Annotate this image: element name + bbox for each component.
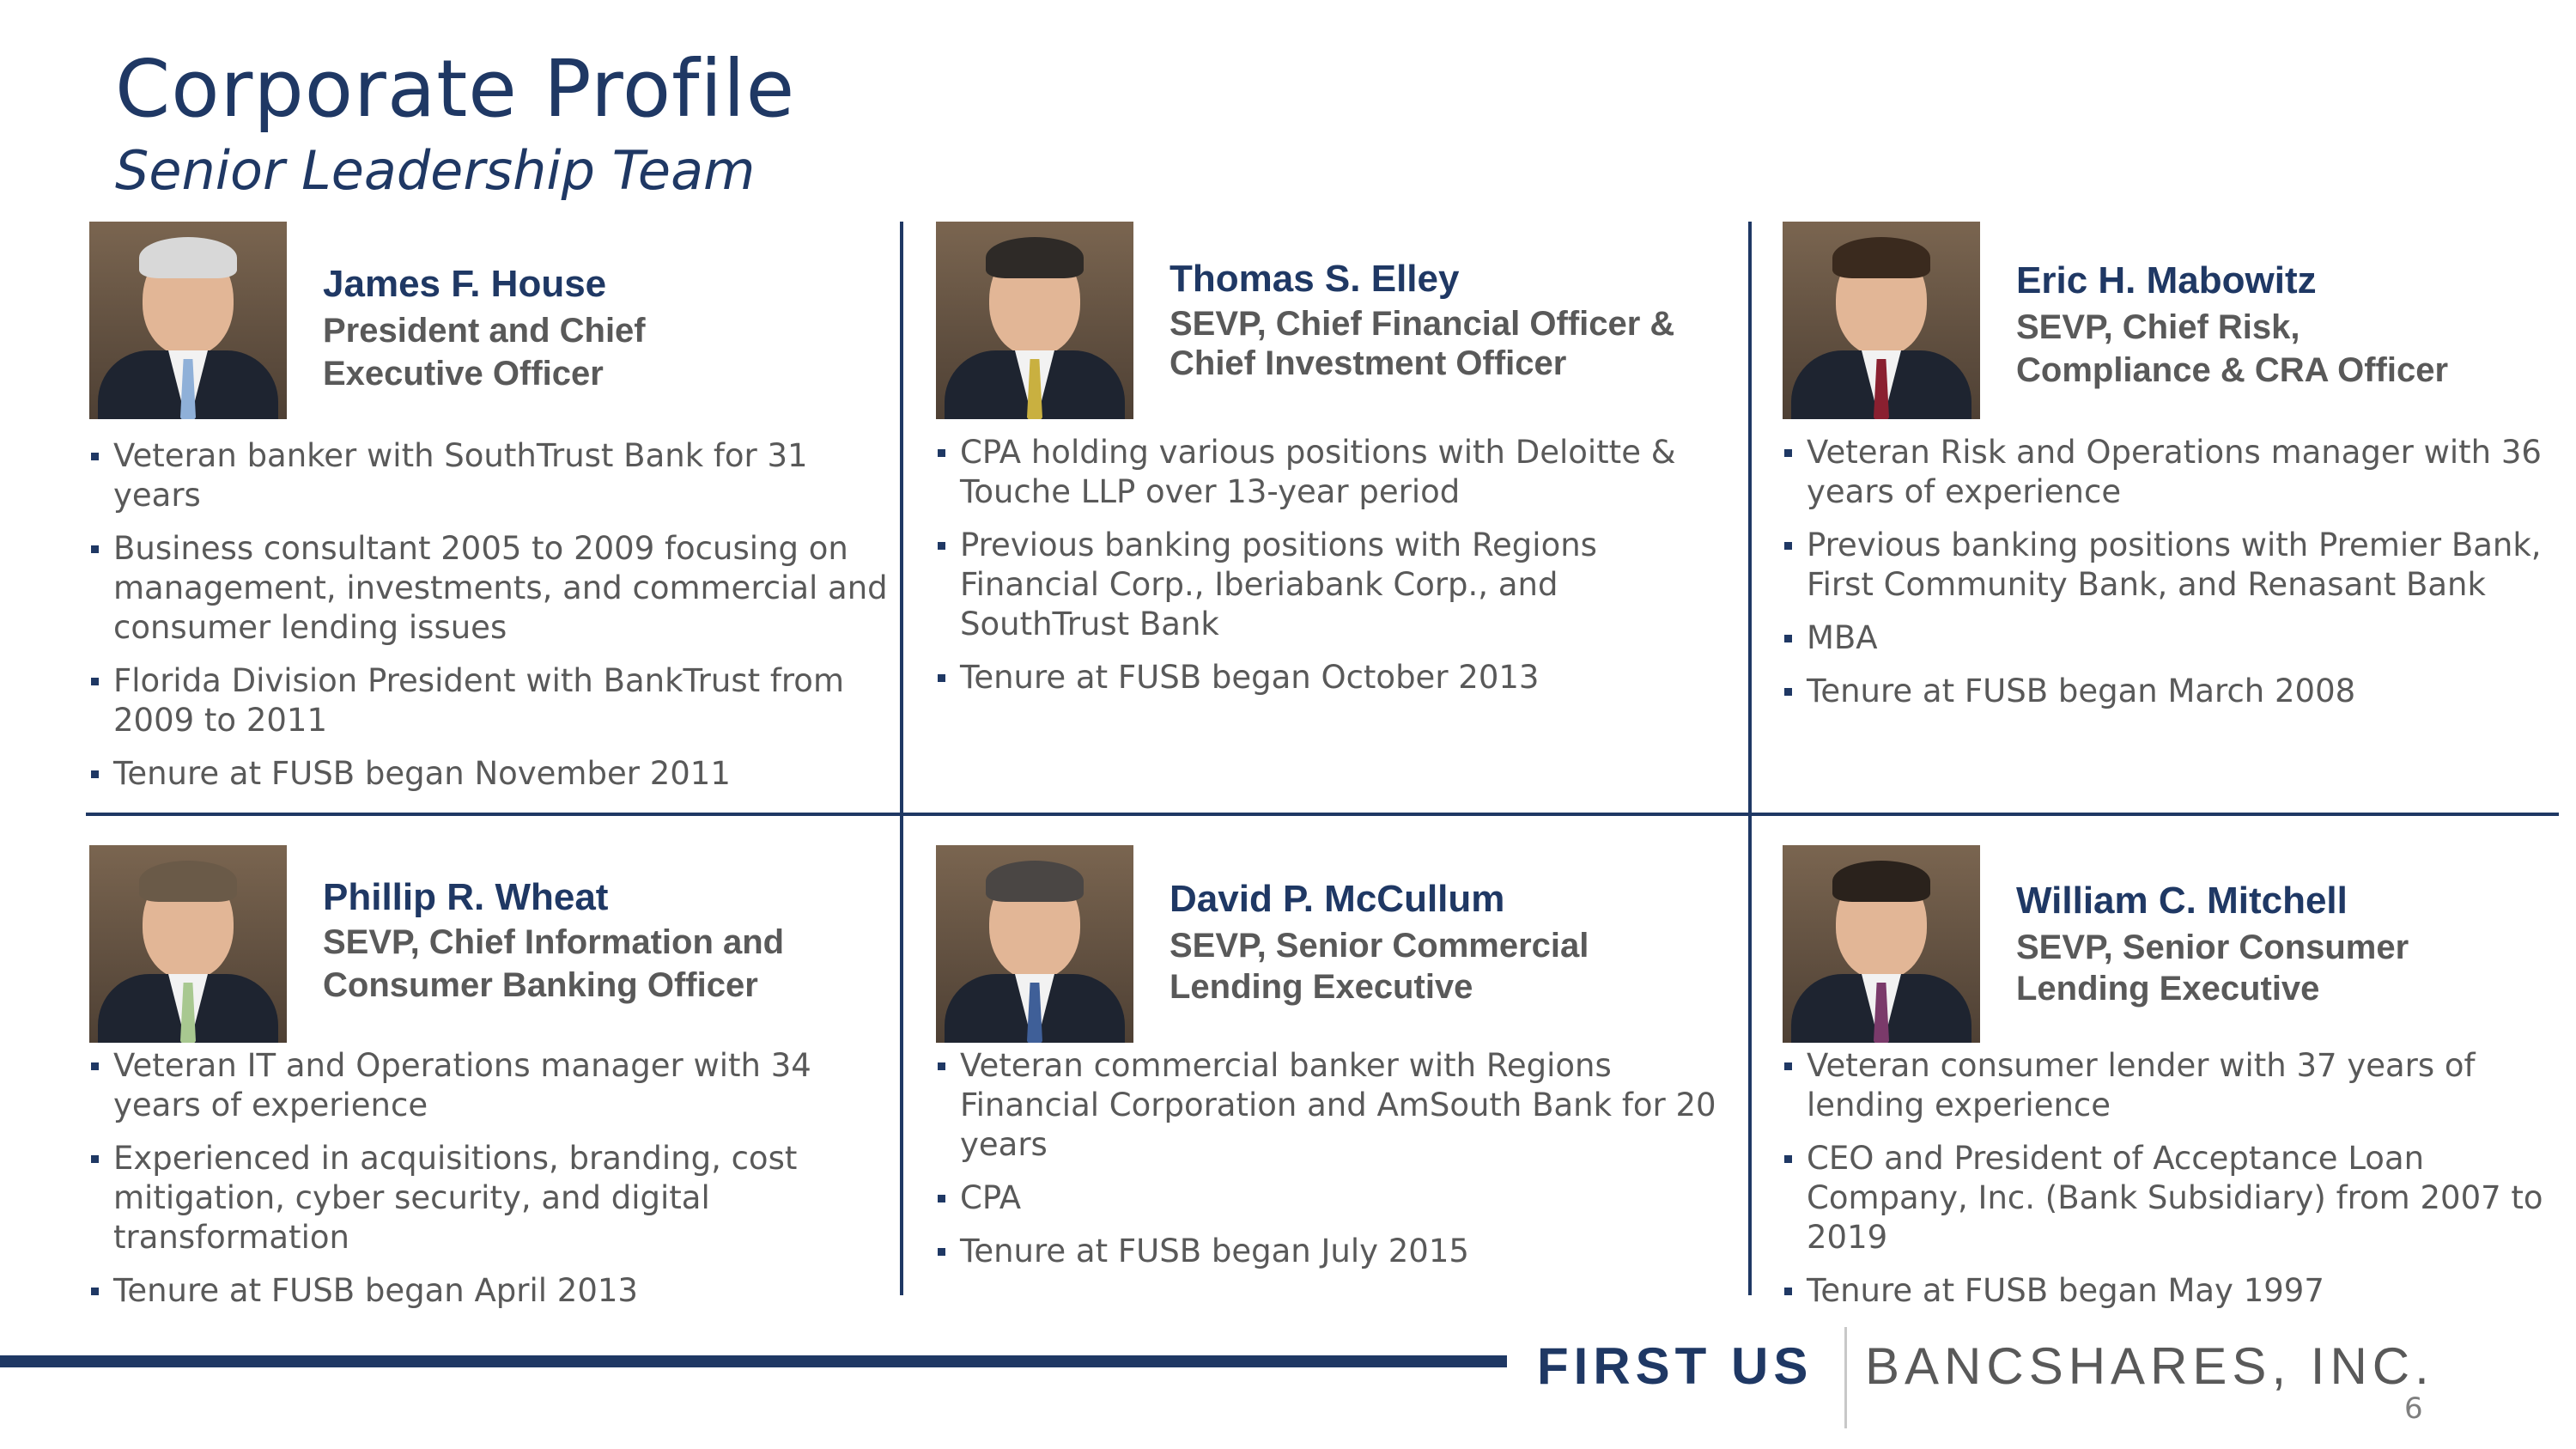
bullet-item: Veteran consumer lender with 37 years of lending experience: [1783, 1046, 2576, 1125]
portrait-photo: [89, 222, 287, 419]
leader-name: Eric H. Mabowitz: [2016, 259, 2317, 301]
column-divider: [1748, 222, 1752, 1295]
leader-role: SEVP, Senior Consumer: [2016, 928, 2409, 966]
bullet-item: Tenure at FUSB began May 1997: [1783, 1271, 2576, 1311]
bullet-item: Experienced in acquisitions, branding, cost mitigation, cyber security, and digital transformation: [89, 1139, 888, 1257]
logo-divider: [1844, 1327, 1847, 1428]
page-title: Corporate Profile: [115, 43, 796, 135]
bullet-list: [936, 433, 1735, 711]
bullet-item: CPA: [936, 1178, 1735, 1218]
bullet-item: Veteran Risk and Operations manager with 36 years of experience: [1783, 433, 2576, 512]
bullet-item: CEO and President of Acceptance Loan Company, Inc. (Bank Subsidiary) from 2007 to 2019: [1783, 1139, 2576, 1257]
leader-role: Lending Executive: [2016, 970, 2320, 1008]
bullet-item: Tenure at FUSB began July 2015: [936, 1232, 1735, 1271]
leader-role: Lending Executive: [1170, 968, 1473, 1006]
bullet-item: Previous banking positions with Regions Financial Corp., Iberiabank Corp., and SouthTrust Bank: [936, 526, 1735, 644]
bullet-list: [1783, 1046, 2576, 1324]
leader-role: SEVP, Chief Information and: [323, 923, 785, 961]
bullet-list: [1783, 433, 2576, 725]
bullet-list: [936, 1046, 1735, 1285]
bullet-item: Veteran commercial banker with Regions Financial Corporation and AmSouth Bank for 20 years: [936, 1046, 1735, 1165]
leader-name: Thomas S. Elley: [1170, 258, 1460, 300]
bullet-item: Tenure at FUSB began April 2013: [89, 1271, 888, 1311]
bullet-item: Tenure at FUSB began November 2011: [89, 754, 888, 794]
bullet-item: Tenure at FUSB began March 2008: [1783, 672, 2576, 711]
leader-role: Consumer Banking Officer: [323, 966, 758, 1004]
portrait-photo: [936, 845, 1133, 1043]
leader-role: Executive Officer: [323, 355, 604, 393]
page-number: 6: [2404, 1391, 2423, 1426]
leader-role: SEVP, Chief Risk,: [2016, 308, 2300, 346]
bullet-item: Business consultant 2005 to 2009 focusing on management, investments, and commercial and consumer lending issues: [89, 529, 888, 648]
portrait-photo: [89, 845, 287, 1043]
bullet-item: Tenure at FUSB began October 2013: [936, 658, 1735, 697]
bullet-item: Florida Division President with BankTrust from 2009 to 2011: [89, 661, 888, 740]
footer-bar: [0, 1355, 1507, 1367]
bullet-item: Previous banking positions with Premier Bank, First Community Bank, and Renasant Bank: [1783, 526, 2576, 605]
column-divider: [900, 222, 903, 1295]
bullet-list: [89, 1046, 888, 1324]
bullet-item: MBA: [1783, 618, 2576, 658]
leader-name: James F. House: [323, 263, 607, 305]
leader-role: President and Chief: [323, 312, 646, 350]
leader-name: David P. McCullum: [1170, 878, 1505, 920]
leader-role: Chief Investment Officer: [1170, 344, 1567, 382]
bullet-item: Veteran IT and Operations manager with 34 years of experience: [89, 1046, 888, 1125]
leader-name: Phillip R. Wheat: [323, 876, 609, 918]
portrait-photo: [1783, 222, 1980, 419]
leader-name: William C. Mitchell: [2016, 880, 2348, 922]
company-logo-first: FIRST US: [1537, 1337, 1814, 1395]
bullet-item: CPA holding various positions with Deloitte & Touche LLP over 13-year period: [936, 433, 1735, 512]
leader-role: Compliance & CRA Officer: [2016, 351, 2449, 389]
bullet-list: [89, 436, 888, 807]
page-subtitle: Senior Leadership Team: [115, 139, 756, 202]
portrait-photo: [936, 222, 1133, 419]
leader-role: SEVP, Chief Financial Officer &: [1170, 305, 1675, 343]
row-divider: [86, 813, 2559, 816]
bullet-item: Veteran banker with SouthTrust Bank for 31 years: [89, 436, 888, 515]
leader-role: SEVP, Senior Commercial: [1170, 927, 1589, 965]
portrait-photo: [1783, 845, 1980, 1043]
company-logo-rest: BANCSHARES, INC.: [1865, 1337, 2434, 1395]
